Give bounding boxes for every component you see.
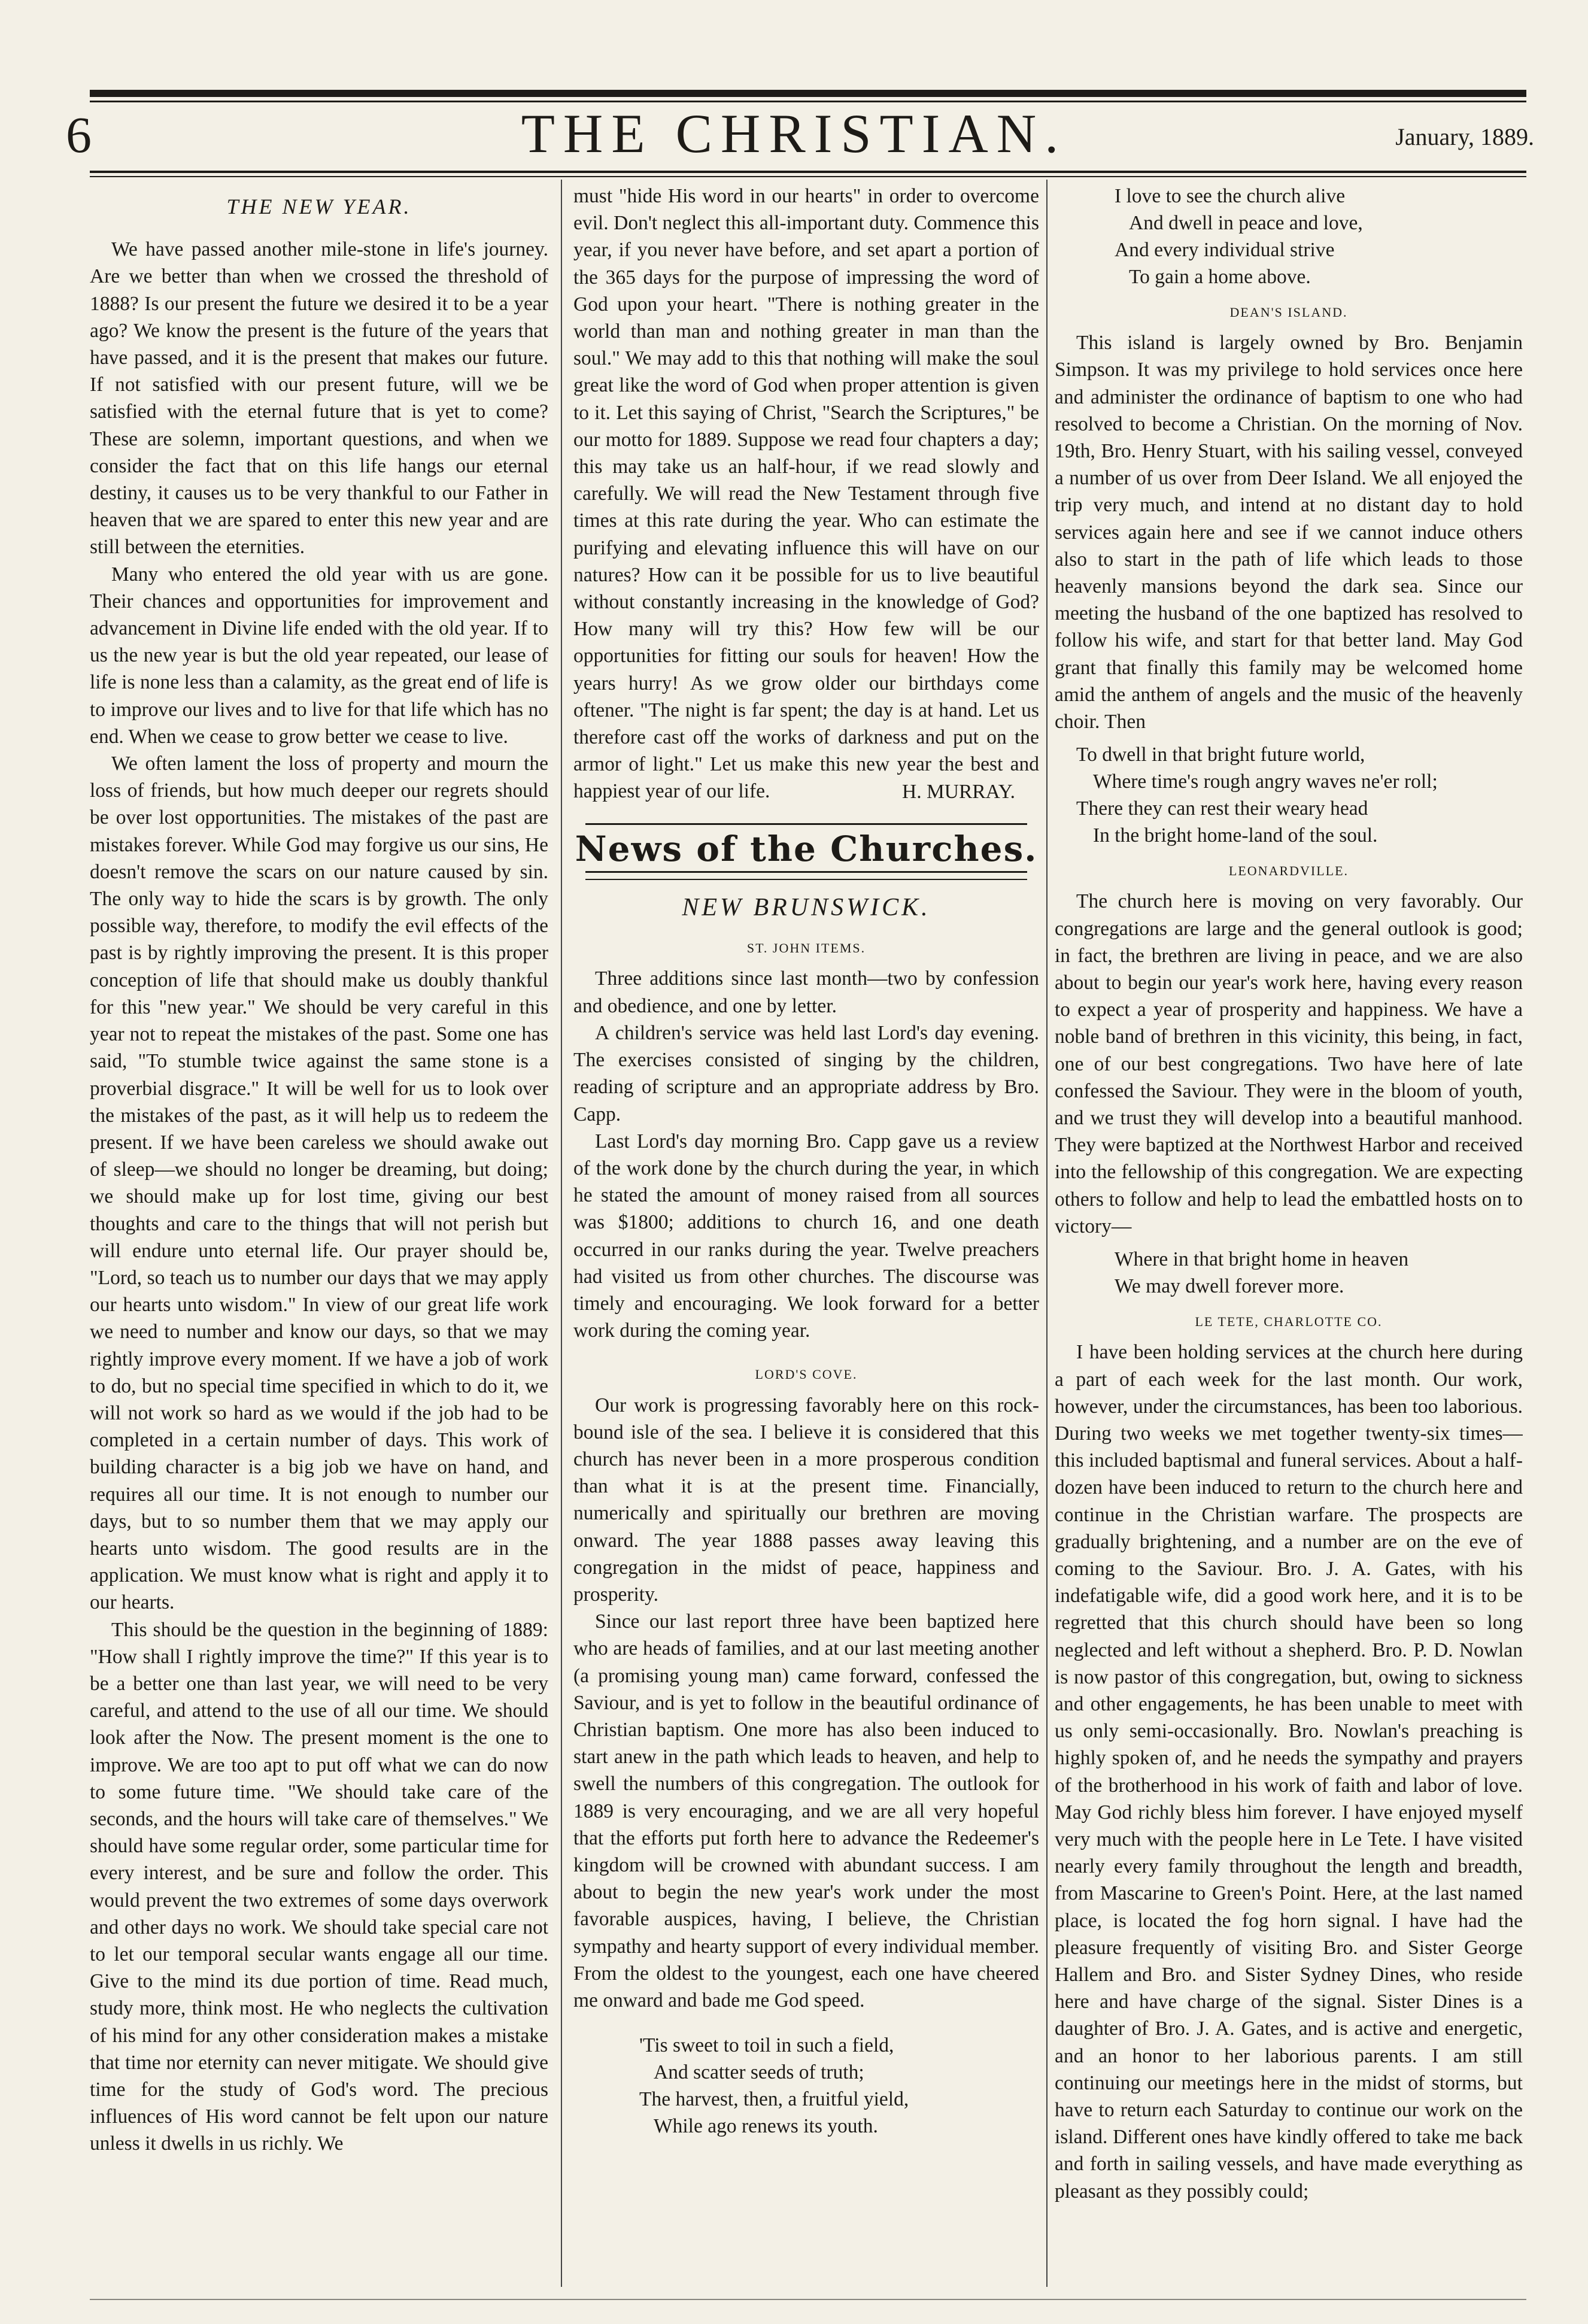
newspaper-title: THE CHRISTIAN.	[521, 103, 1067, 164]
verse-line: I love to see the church alive	[1115, 185, 1346, 207]
verse-line: Where time's rough angry waves ne'er roll;	[1093, 770, 1438, 793]
masthead-top-rule	[90, 90, 1526, 97]
column-divider-1	[561, 180, 562, 2287]
verse-line: The harvest, then, a fruitful yield,	[639, 2088, 909, 2111]
masthead-bottom-rule	[90, 171, 1526, 173]
verse-line: And every individual strive	[1115, 239, 1335, 261]
article-paragraph: This should be the question in the beginning of 1889: "How shall I rightly improve the time?" If this year is to be a better one than last year, we will need to be very careful, and attend to the use of all our time. We should look after the Now. The present moment is the one to improve. We are too apt to put off what we can do now to some future time. "We should take care of the seconds, and the hours will take care of themselves." We should have some regular order, some particular time for every interest, and be sure and follow the order. This would prevent the two extremes of some days overwork and other days no work. We should take special care not to let our temporal secular wants engage all our time. Give to the mind its due portion of time. Read much, study more, think most. He who neglects the cultivation of his mind for any other consideration makes a mistake that time nor eternity can never mitigate. We should give time for the study of God's word. The precious influences of His word cannot be felt upon our nature unless it dwells in us richly. We	[90, 1618, 548, 2155]
verse-line: There they can rest their weary head	[1076, 797, 1368, 820]
verse	[1055, 183, 1523, 290]
verse	[573, 2032, 1039, 2140]
column-2	[573, 183, 1039, 2290]
news-paragraph: A children's service was held last Lord's day evening. The exercises consisted of singing by the children, reading of scripture and an appropriate address by Bro. Capp.	[573, 1021, 1039, 1125]
section-separator-thin	[585, 879, 1027, 880]
news-paragraph: Three additions since last month—two by confession and obedience, and one by letter.	[573, 967, 1039, 1017]
verse-line: 'Tis sweet to toil in such a field,	[639, 2034, 894, 2057]
article-heading: THE NEW YEAR.	[226, 195, 412, 219]
masthead-bottom-rule-thin	[90, 176, 1526, 177]
subheading-lords-cove: LORD'S COVE.	[755, 1367, 858, 1382]
news-paragraph: The church here is moving on very favorably. Our congregations are large and the general outlook is good; in fact, the brethren are living in peace, and we are also about to begin our year's work here, having every reason to expect a year of prosperity and happiness. We have a noble band of brethren in this vicinity, this being, in fact, one of our best congregations. Two have here of late confessed the Saviour. They were in the bloom of youth, and we trust they will develop into a beautiful manhood. They were baptized at the Northwest Harbor and received into the fellowship of this congregation. We are expecting others to follow and help to lead the embattled hosts on to victory—	[1055, 890, 1523, 1237]
section-separator	[585, 823, 1027, 825]
verse	[1055, 741, 1523, 849]
news-paragraph: Last Lord's day morning Bro. Capp gave us a review of the work done by the church during the year, in which he stated the amount of money raised from all sources was $1800; additions to church 16, and one death occurred in our ranks during the year. Twelve preachers had visited us from other churches. The discourse was timely and encouraging. We look forward for a better work during the coming year.	[573, 1130, 1039, 1342]
issue-date: January, 1889.	[1395, 123, 1534, 150]
article-paragraph: We often lament the loss of property and mourn the loss of friends, but how much deeper our regrets should be over lost opportunities. The mistakes of the past are mistakes forever. While God may forgive us our sins, He doesn't remove the scars on our nature caused by sin. The only way to hide the scars is by growth. The only possible way, therefore, to modify the evil effects of the past is by rightly improving the present. It is this proper conception of life that should make us doubly thankful for this "new year." We should be very careful in this year not to repeat the mistakes of the past. Some one has said, "To stumble twice against the same stone is a proverbial disgrace." It will be well for us to look over the mistakes of the past, as it will help us to redeem the present. If we have been careless we should awake out of sleep—we should no longer be dreaming, but doing; we should make up for lost time, giving our best thoughts and care to the things that will not perish but will endure unto eternal life. Our prayer should be, "Lord, so teach us to number our days that we may apply our hearts unto wisdom." In view of our great life work we need to number and know our days, so that we may rightly improve every moment. If we have a job of work to do, but no special time specified in which to do it, we will not work so hard as we would if the job had to be completed in a certain number of days. This work of building character is a big job we have on hand, and requires all our time. It is not enough to number our days, but to so number them that we may apply our hearts unto wisdom. The good results are in the application. We must know what is right and apply it to our hearts.	[90, 753, 548, 1614]
column-3	[1055, 183, 1523, 2290]
article-paragraph-continued: must "hide His word in our hearts" in order to overcome evil. Don't neglect this all-important duty. Commence this year, if you never have before, and set apart a portion of the 365 days for the purpose of impressing the word of God upon your heart. "There is nothing greater in the world than man and nothing greater in man than the soul." We may add to this that nothing will make the soul great like the word of God when proper attention is given to it. Let this saying of Christ, "Search the Scriptures," be our motto for 1889. Suppose we read four chapters a day; this may take us an half-hour, if we read slowly and carefully. We will read the New Testament through five times at this rate during the year. Who can estimate the purifying and elevating influence this will have on our natures? How can it be possible for us to live beautiful without constantly increasing in the knowledge of God? How many will try this? How few will be our opportunities for fitting our souls for heaven! How the years hurry! As we grow older our birthdays come oftener. "The night is far spent; the day is at hand. Let us therefore cast off the works of darkness and put on the armor of light." Let us make this new year the best and happiest year of our life.	[573, 185, 1039, 803]
page-number: 6	[66, 106, 92, 163]
news-paragraph: I have been holding services at the church here during a part of each week for the last month. Our work, however, under the circumstances, has been too laborious. During two weeks we met together twenty-six times—this included baptismal and funeral services. About a half-dozen have been induced to return to the church here and continue in the Christian warfare. The prospects are gradually brightening, and a number are on the eve of coming to the Saviour. Bro. J. A. Gates, with his indefatigable wife, did a good work here, and it is to be regretted that this church should have been so long neglected and left without a shepherd. Bro. P. D. Nowlan is now pastor of this congregation, but, owing to sickness and other engagements, he has been unable to meet with us only semi-occasionally. Bro. Nowlan's preaching is highly spoken of, and he needs the sympathy and prayers of the brotherhood in his work of faith and labor of love. May God richly bless him forever. I have enjoyed myself very much with the people here in Le Tete. I have visited nearly every family throughout the length and breadth, from Mascarine to Green's Point. Here, at the last named place, is located the fog horn signal. I have had the pleasure frequently of visiting Bro. and Sister George Hallem and Bro. and Sister Sydney Dines, who reside here and have charge of the signal. Sister Dines is a daughter of Bro. J. A. Gates, and is active and energetic, and an honor to her laborious parents. I am still continuing our meetings here in the midst of storms, but have to return each Saturday to continue our work on the island. Different ones have kindly offered to take me back and forth in sailing vessels, and have made everything as pleasant as they possibly could;	[1055, 1341, 1523, 2202]
verse-line: We may dwell forever more.	[1115, 1275, 1344, 1298]
news-paragraph: Since our last report three have been baptized here who are heads of families, and at our last meeting another (a promising young man) came forward, confessed the Saviour, and is yet to follow in the beautiful ordinance of Christian baptism. One more has also been induced to start anew in the path which leads to heaven, and help to swell the numbers of this congregation. The outlook for 1889 is very encouraging, and we are all very hopeful that the efforts put forth here to advance the Redeemer's kingdom will be crowned with abundant success. I am about to begin the new year's work under the most favorable auspices, having, I believe, the Christian sympathy and hearty support of every individual member. From the oldest to the youngest, each one have cheered me onward and bade me God speed.	[573, 1610, 1039, 2011]
verse-line: To gain a home above.	[1129, 266, 1311, 288]
subheading-leonardville: LEONARDVILLE.	[1228, 863, 1349, 879]
author-signature: H. MURRAY.	[902, 780, 1015, 803]
verse	[1055, 1246, 1523, 1300]
column-divider-2	[1046, 180, 1047, 2287]
news-paragraph: Our work is progressing favorably here on this rock-bound isle of the sea. I believe it is considered that this church has never been in a more prosperous condition than what it is at the present time. Financially, numerically and spiritually our brethren are moving onward. The year 1888 passes away leaving this congregation in the midst of peace, happiness and prosperity.	[573, 1394, 1039, 1606]
article-paragraph: Many who entered the old year with us are gone. Their chances and opportunities for improvement and advancement in Divine life ended with the old year. If to us the new year is but the old year repeated, our lease of life is none less than a calamity, as the great end of life is to improve our lives and to live for that life which has no end. When we cease to grow better we cease to live.	[90, 563, 548, 748]
section-title: News of the Churches.	[575, 828, 1038, 869]
verse-line: In the bright home-land of the soul.	[1093, 824, 1378, 847]
verse-line: Where in that bright home in heaven	[1115, 1248, 1409, 1271]
verse-line: To dwell in that bright future world,	[1076, 744, 1365, 766]
footer-rule	[90, 2299, 1526, 2300]
verse-line: And scatter seeds of truth;	[654, 2061, 864, 2084]
article-paragraph: We have passed another mile-stone in life's journey. Are we better than when we crossed the threshold of 1888? Is our present the future we desired it to be a year ago? We know the present is the future of the years that have passed, and it is the present that makes our future. If not satisfied with our present future, will we be satisfied with the eternal future that is yet to come? These are solemn, important questions, and when we consider the fact that on this life hangs our eternal destiny, it causes us to be very thankful to our Father in heaven that we are spared to enter this new year and are still between the eternities.	[90, 238, 548, 559]
column-1	[90, 183, 548, 2290]
verse-line: While ago renews its youth.	[654, 2115, 878, 2138]
news-paragraph: This island is largely owned by Bro. Benjamin Simpson. It was my privilege to hold services once here and administer the ordinance of baptism to one who had resolved to become a Christian. On the morning of Nov. 19th, Bro. Henry Stuart, with his sailing vessel, conveyed a number of us over from Deer Island. We all enjoyed the trip very much, and intend at no distant day to hold services again here and see if we cannot induce others also to start in the path of life which leads to those heavenly mansions beyond the dark sea. Since our meeting the husband of the one baptized has resolved to follow his wife, and start for that better land. May God grant that finally this family may be welcomed home amid the anthem of angels and the music of the heavenly choir. Then	[1055, 332, 1523, 733]
subheading-deans-island: DEAN'S ISLAND.	[1229, 305, 1348, 320]
subheading-st-john: ST. JOHN ITEMS.	[746, 940, 866, 956]
verse-line: And dwell in peace and love,	[1129, 212, 1363, 234]
subheading-le-tete: LE TETE, CHARLOTTE CO.	[1195, 1314, 1383, 1330]
section-separator	[585, 871, 1027, 873]
region-heading: NEW BRUNSWICK.	[682, 894, 931, 922]
